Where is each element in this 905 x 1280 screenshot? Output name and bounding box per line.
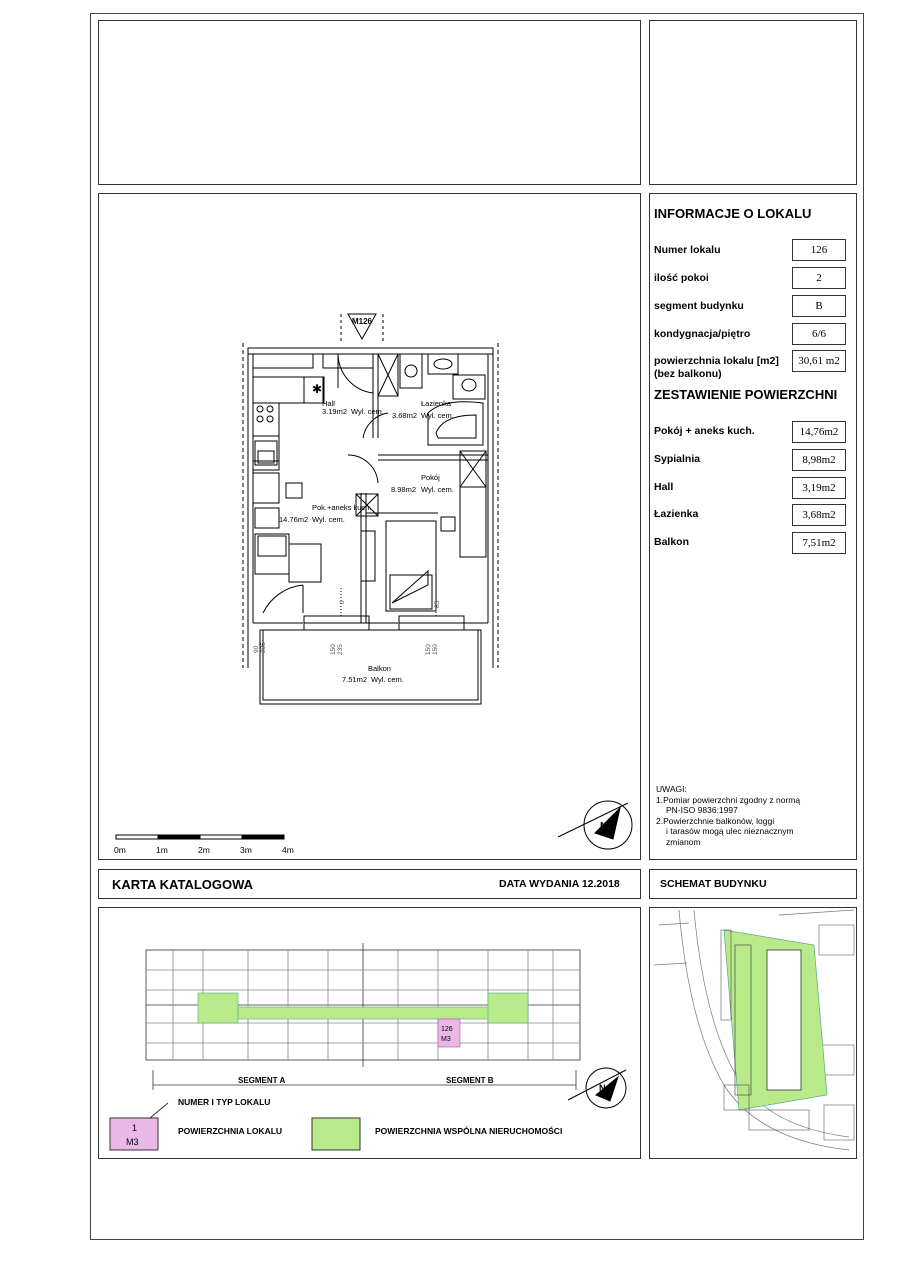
legend-common-area: POWIERZCHNIA WSPÓLNA NIERUCHOMOŚCI (375, 1126, 563, 1136)
plan-room-bath-area: 3.68m2 (392, 411, 418, 420)
segment-drawing (98, 905, 641, 1157)
notes-line-1: 1.Pomiar powierzchni zgodny z normą (656, 794, 801, 805)
info-label-unit-number: Numer lokalu (654, 244, 721, 256)
plan-dim-4: 235 (260, 642, 267, 653)
plan-dim-8: 150 (432, 644, 439, 655)
plan-room-bath-finish: Wyl. cem. (421, 411, 454, 420)
info-value-unit-number: 126 (792, 239, 846, 261)
summary-value-living: 14,76m2 (792, 421, 846, 443)
notes (656, 784, 846, 847)
scale-label-3: 3m (240, 845, 252, 855)
info-label-area: powierzchnia lokalu [m2] (654, 355, 779, 367)
plan-room-living-finish: Wyl. cem. (312, 515, 345, 524)
summary-label-living: Pokój + aneks kuch. (654, 425, 755, 437)
segment-b-label: SEGMENT B (446, 1076, 494, 1085)
summary-label-balcony: Balkon (654, 536, 690, 548)
notes-line-5: zmianom (666, 836, 701, 847)
plan-dim-7: 150 (425, 644, 432, 655)
card-title: KARTA KATALOGOWA (112, 877, 254, 892)
summary-label-bathroom: Łazienka (654, 508, 699, 520)
notes-line-2: PN-ISO 9836:1997 (666, 805, 738, 815)
info-value-rooms: 2 (792, 267, 846, 289)
info-value-floor: 6/6 (792, 323, 846, 345)
site-map-drawing (649, 905, 857, 1157)
plan-room-bedroom-area: 8.98m2 (391, 485, 417, 494)
header-box-left (98, 20, 641, 185)
summary-label-bedroom: Sypialnia (654, 453, 701, 465)
plan-dim-1: 0 (339, 600, 346, 604)
star-icon: ✱ (312, 382, 323, 396)
notes-line-3: 2.Powierzchnie balkonów, loggi (656, 815, 775, 826)
info-label-segment: segment budynku (654, 300, 744, 312)
legend-sample-type: M3 (126, 1137, 139, 1147)
summary-title: ZESTAWIENIE POWIERZCHNI (654, 387, 838, 402)
summary-label-hall: Hall (654, 481, 674, 493)
issue-date: DATA WYDANIA 12.2018 (499, 878, 620, 890)
scale-label-2: 2m (198, 845, 210, 855)
summary-value-bathroom: 3,68m2 (792, 504, 846, 526)
summary-value-bedroom: 8,98m2 (792, 449, 846, 471)
plan-room-living-area: 14.76m2 (279, 515, 309, 524)
plan-room-balcony-finish: Wyl. cem. (371, 675, 404, 684)
info-label-area-note: (bez balkonu) (654, 368, 722, 380)
summary-value-hall: 3,19m2 (792, 477, 846, 499)
plan-room-balcony-area: 7.51m2 (342, 675, 368, 684)
plan-room-hall-name: Hall (322, 399, 335, 408)
info-panel (649, 193, 857, 860)
north-icon: N (600, 821, 608, 832)
segment-a-label: SEGMENT A (238, 1076, 286, 1085)
info-title: INFORMACJE O LOKALU (654, 206, 812, 221)
plan-dim-6: 235 (337, 644, 344, 655)
plan-room-hall-finish: Wyl. cem. (351, 407, 384, 416)
segment-unit-type: M3 (441, 1036, 451, 1043)
scale-label-4: 4m (282, 845, 294, 855)
segment-unit-number: 126 (441, 1026, 453, 1033)
plan-room-bath-name: Łazienka (421, 399, 452, 408)
plan-dim-3: 90 (253, 645, 260, 653)
scale-label-0: 0m (114, 845, 126, 855)
info-label-floor: kondygnacja/piętro (654, 328, 751, 340)
plan-unit-tag: M126 (351, 317, 373, 326)
info-label-rooms: ilość pokoi (654, 272, 709, 284)
legend-sample-number: 1 (132, 1123, 138, 1133)
header-box-right (649, 20, 857, 185)
plan-room-bedroom-finish: Wyl. cem. (421, 485, 454, 494)
scheme-title: SCHEMAT BUDYNKU (660, 878, 767, 890)
info-value-area: 30,61 m2 (792, 350, 846, 372)
segment-north-icon: N (599, 1083, 606, 1093)
legend-number-type: NUMER I TYP LOKALU (178, 1097, 271, 1107)
scale-label-1: 1m (156, 845, 168, 855)
notes-title: UWAGI: (656, 784, 687, 794)
plan-room-balcony-name: Balkon (368, 664, 391, 673)
plan-room-bedroom-name: Pokój (421, 473, 440, 482)
floor-plan-drawing (98, 193, 641, 860)
plan-dim-5: 150 (330, 644, 337, 655)
legend-unit-area: POWIERZCHNIA LOKALU (178, 1126, 283, 1136)
plan-room-hall-area: 3.19m2 (322, 407, 348, 416)
plan-room-living-name: Pok.+aneks kuch. (312, 503, 372, 512)
summary-value-balcony: 7,51m2 (792, 532, 846, 554)
plan-dim-2: 85 (434, 600, 441, 608)
info-value-segment: B (792, 295, 846, 317)
notes-line-4: i tarasów mogą ulec nieznacznym (666, 826, 794, 836)
